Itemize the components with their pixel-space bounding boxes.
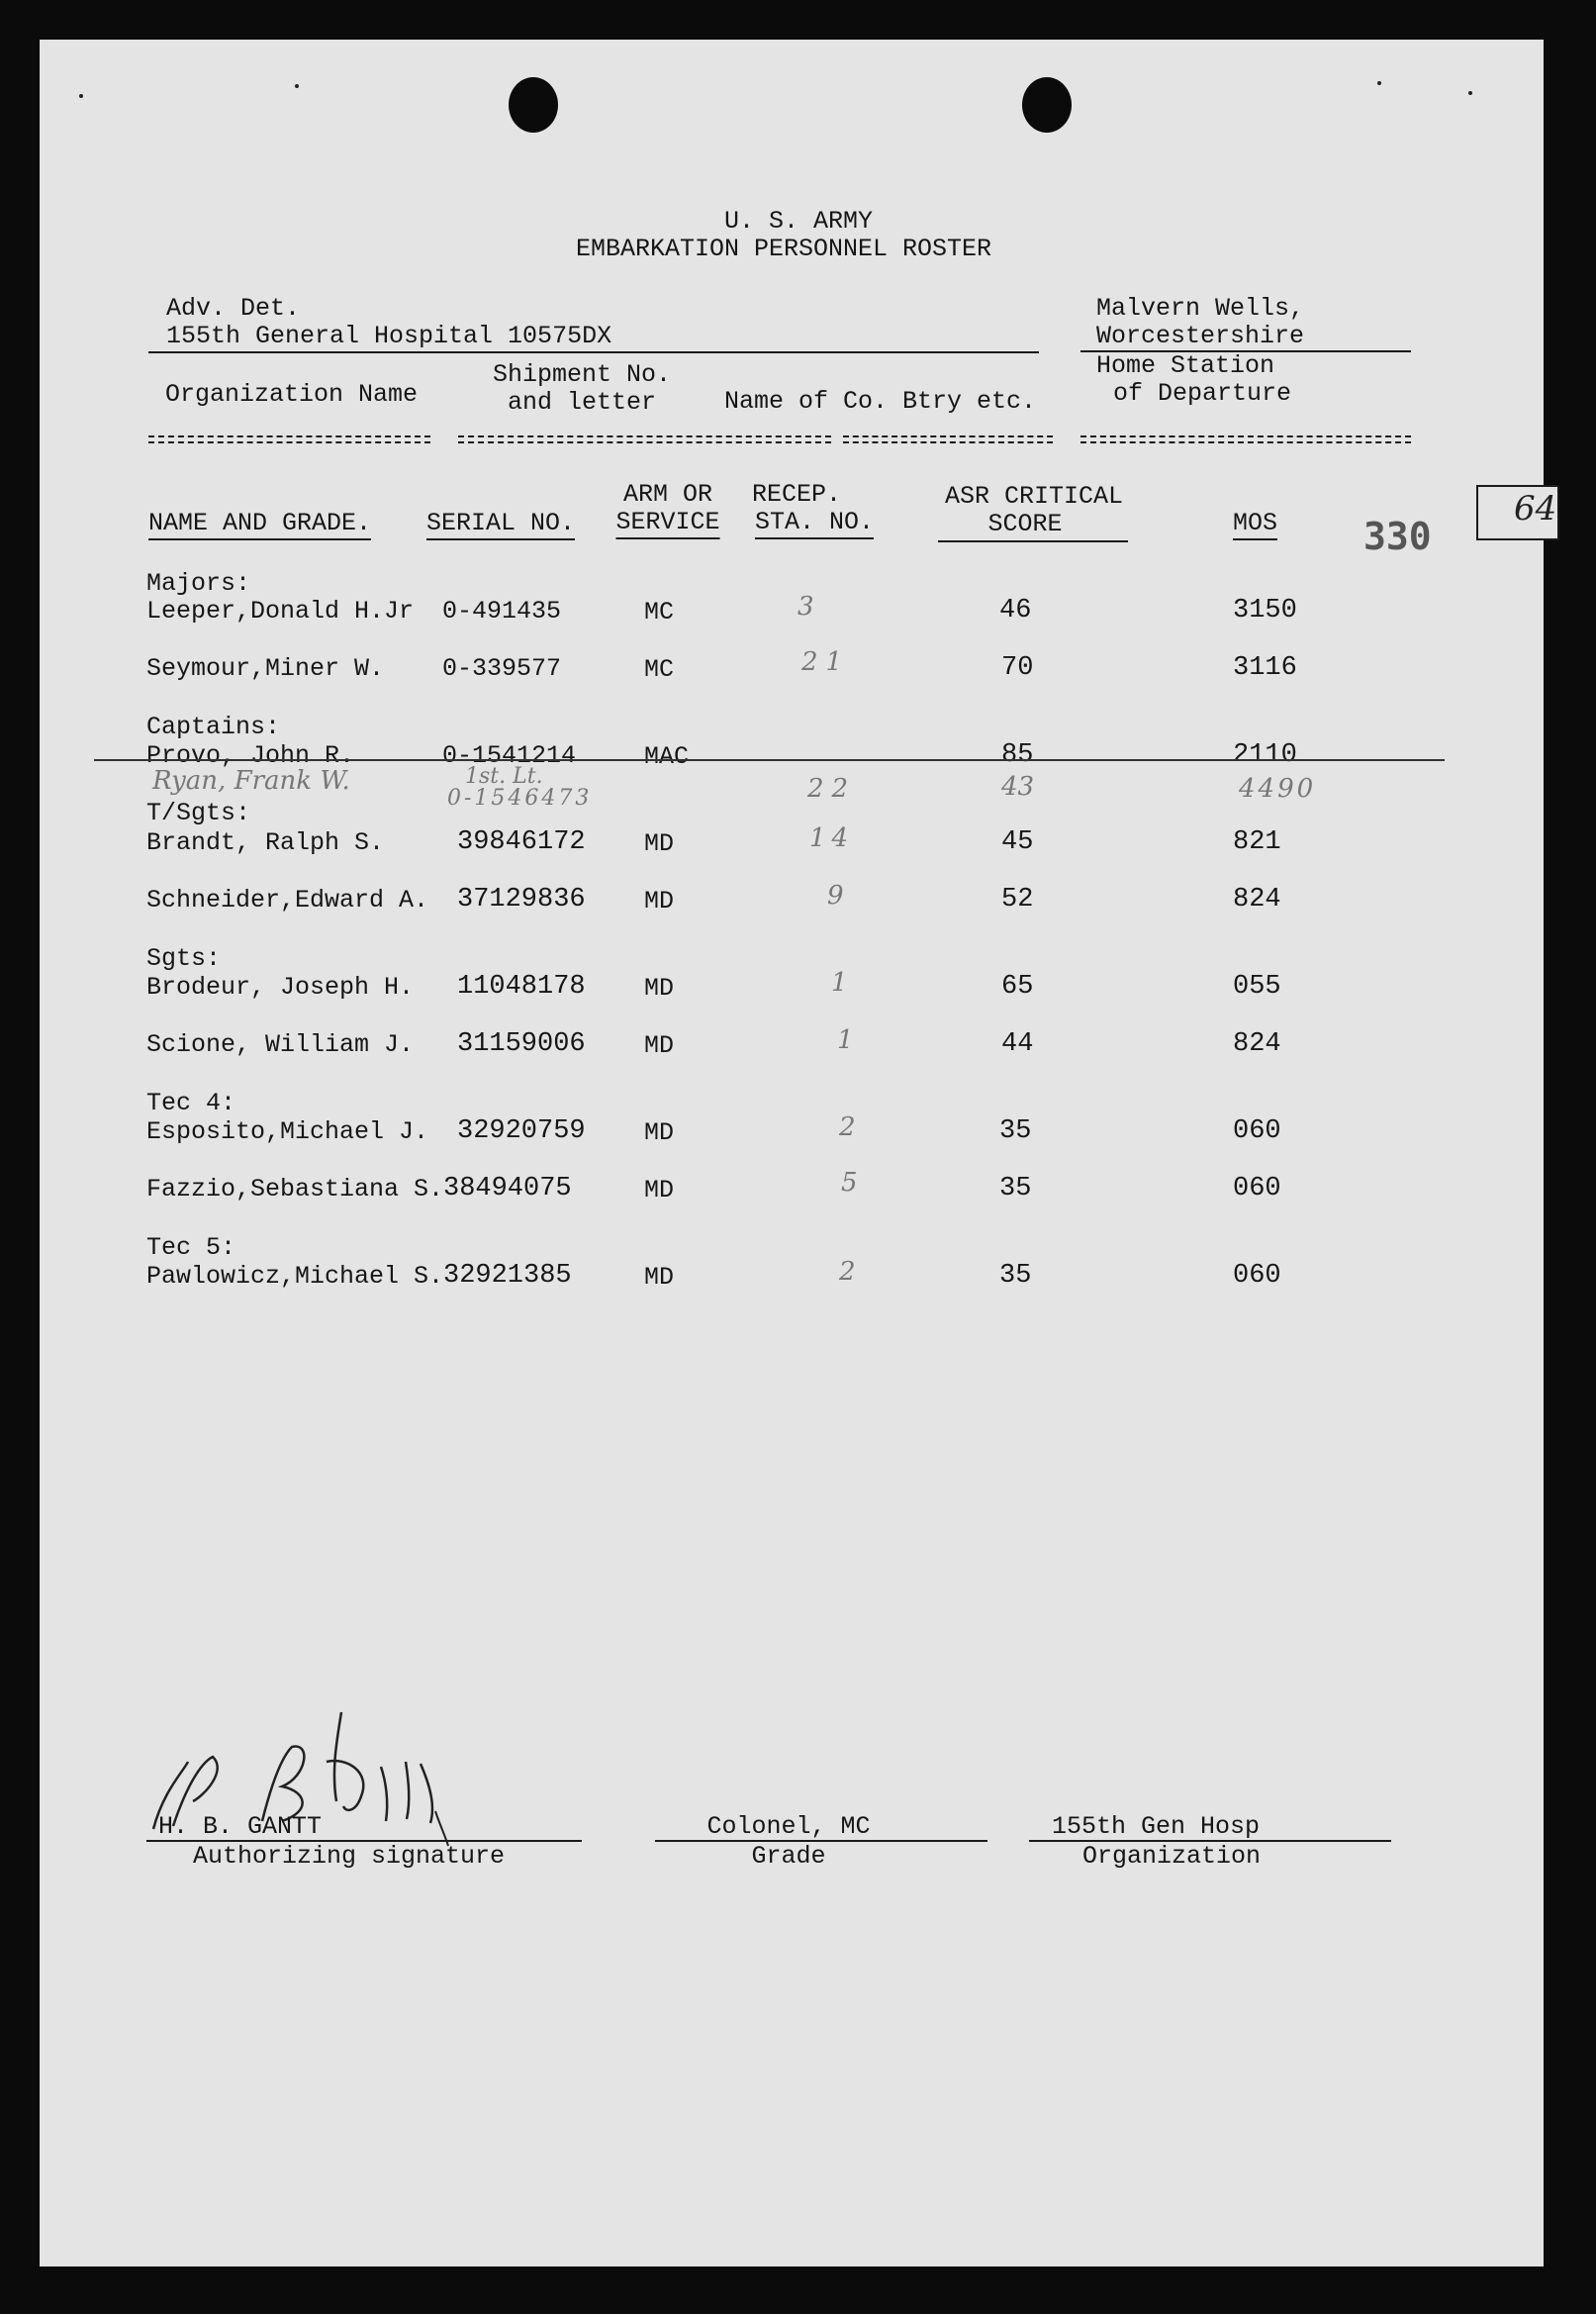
col-name-grade: NAME AND GRADE. [148, 510, 371, 540]
roster-mos: 824 [1233, 1029, 1281, 1059]
punch-hole-right [1022, 77, 1072, 133]
org-underline [148, 351, 1039, 353]
signature-label: Authorizing signature [193, 1842, 506, 1871]
speck [79, 94, 83, 98]
company-line [843, 435, 1053, 443]
org-line-2: 155th General Hospital 10575DX [166, 322, 612, 350]
shipment-line [458, 435, 831, 443]
group-label-sgts: Sgts: [146, 944, 222, 973]
roster-mos: 821 [1233, 827, 1281, 857]
roster-score: 65 [1001, 972, 1034, 1002]
group-label-majors: Majors: [146, 569, 251, 598]
speck [1468, 91, 1472, 95]
roster-score: 35 [999, 1174, 1032, 1204]
roster-grade-handwritten: 1st. Lt. [465, 764, 543, 789]
document-agency: U. S. ARMY [723, 207, 874, 236]
roster-serial: 37129836 [457, 885, 586, 915]
col-arm-2: SERVICE [615, 509, 719, 539]
roster-arm: MD [644, 829, 675, 858]
group-label-tec4: Tec 4: [146, 1089, 236, 1117]
col-serial: SERIAL NO. [426, 510, 575, 540]
col-asr-1: ASR CRITICAL [944, 482, 1124, 511]
strikethrough-line [94, 759, 1445, 761]
station-label-1: Home Station [1096, 351, 1275, 380]
roster-sta-handwritten: 2 [839, 1112, 856, 1142]
roster-arm: MC [644, 598, 675, 627]
roster-sta-handwritten: 22 [807, 774, 857, 804]
station-label-2: of Departure [1113, 379, 1292, 408]
roster-arm: MD [644, 1118, 675, 1147]
roster-serial-struck: 0-1541214 [442, 741, 577, 770]
col-mos: MOS [1233, 510, 1277, 540]
roster-page [40, 40, 1544, 2266]
roster-score: 35 [999, 1261, 1032, 1291]
roster-name: Schneider,Edward A. [146, 886, 429, 915]
roster-score-handwritten: 43 [1001, 772, 1035, 802]
roster-arm-struck: MAC [644, 742, 690, 771]
group-label-tsgts: T/Sgts: [146, 799, 251, 827]
roster-name: Scione, William J. [146, 1030, 415, 1059]
page-number-boxed: 64 [1514, 489, 1557, 529]
roster-arm: MC [644, 655, 675, 684]
roster-mos: 824 [1233, 885, 1281, 915]
roster-arm: MD [644, 1263, 675, 1292]
roster-mos: 055 [1233, 972, 1281, 1002]
roster-serial-handwritten: 0-1546473 [447, 786, 593, 811]
station-line [1080, 435, 1411, 443]
col-asr-2: SCORE [987, 510, 1063, 538]
roster-score: 44 [1001, 1029, 1034, 1059]
roster-mos-handwritten: 4490 [1239, 774, 1317, 804]
punch-hole-left [509, 77, 558, 133]
roster-score: 46 [999, 596, 1032, 626]
roster-sta-handwritten: 1 [837, 1025, 854, 1055]
roster-mos: 3116 [1233, 653, 1297, 683]
roster-sta-handwritten: 9 [827, 881, 844, 911]
col-recep-2: STA. NO. [755, 509, 874, 539]
org-name-line [148, 435, 430, 443]
signer-organization: 155th Gen Hosp [1051, 1812, 1261, 1841]
roster-sta-handwritten: 14 [809, 823, 855, 853]
roster-serial: 38494075 [443, 1174, 572, 1204]
roster-serial: 11048178 [457, 972, 586, 1002]
roster-arm: MD [644, 1176, 675, 1205]
roster-sta-handwritten: 21 [801, 647, 851, 677]
roster-serial: 0-491435 [442, 597, 562, 626]
roster-sta-handwritten: 3 [798, 592, 814, 622]
roster-mos: 060 [1233, 1261, 1281, 1291]
roster-arm: MD [644, 887, 675, 916]
document-title: EMBARKATION PERSONNEL ROSTER [575, 235, 992, 263]
org-name-label: Organization Name [165, 380, 419, 409]
grade-label: Grade [751, 1842, 826, 1871]
page-stamp-number: 330 [1363, 515, 1432, 558]
roster-serial: 32920759 [457, 1116, 586, 1146]
roster-mos: 060 [1233, 1116, 1281, 1146]
roster-name: Brodeur, Joseph H. [146, 973, 415, 1002]
roster-arm: MD [644, 974, 675, 1003]
roster-score: 70 [1001, 653, 1034, 683]
roster-name: Brandt, Ralph S. [146, 828, 385, 857]
roster-sta-handwritten: 1 [831, 968, 848, 998]
roster-name-struck: Provo, John R. [146, 741, 355, 770]
roster-serial: 0-339577 [442, 654, 562, 683]
shipment-label-1: Shipment No. [492, 360, 672, 389]
station-line-1: Malvern Wells, [1096, 294, 1305, 323]
org-line-1: Adv. Det. [166, 294, 301, 323]
col-recep-1: RECEP. [751, 480, 842, 509]
roster-score: 35 [999, 1116, 1032, 1146]
organization-label: Organization [1081, 1842, 1262, 1871]
company-label: Name of Co. Btry etc. [724, 387, 1037, 416]
roster-name: Fazzio,Sebastiana S. [146, 1175, 444, 1204]
roster-name: Pawlowicz,Michael S. [146, 1262, 444, 1291]
col-arm-1: ARM OR [622, 480, 713, 509]
signer-grade: Colonel, MC [706, 1812, 871, 1841]
roster-name: Seymour,Miner W. [146, 654, 385, 683]
roster-mos-struck: 2110 [1233, 740, 1297, 770]
roster-serial: 31159006 [457, 1029, 586, 1059]
roster-serial: 32921385 [443, 1261, 572, 1291]
group-label-captains: Captains: [146, 713, 281, 741]
roster-sta-handwritten: 5 [841, 1168, 858, 1198]
group-label-tec5: Tec 5: [146, 1233, 236, 1262]
speck [1377, 81, 1381, 85]
signer-name: H. B. GANTT [158, 1812, 323, 1841]
roster-name: Leeper,Donald H.Jr [146, 597, 415, 626]
roster-serial: 39846172 [457, 827, 586, 857]
roster-mos: 060 [1233, 1174, 1281, 1204]
roster-score: 45 [1001, 827, 1034, 857]
roster-mos: 3150 [1233, 596, 1297, 626]
station-line-2: Worcestershire [1096, 322, 1305, 350]
roster-name: Esposito,Michael J. [146, 1117, 429, 1146]
col-asr-underline [938, 540, 1128, 542]
roster-sta-handwritten: 2 [839, 1257, 856, 1287]
roster-arm: MD [644, 1031, 675, 1060]
roster-score: 52 [1001, 885, 1034, 915]
speck [295, 84, 299, 88]
roster-score-struck: 85 [1001, 740, 1034, 770]
shipment-label-2: and letter [507, 388, 657, 417]
roster-name-handwritten: Ryan, Frank W. [152, 766, 350, 796]
